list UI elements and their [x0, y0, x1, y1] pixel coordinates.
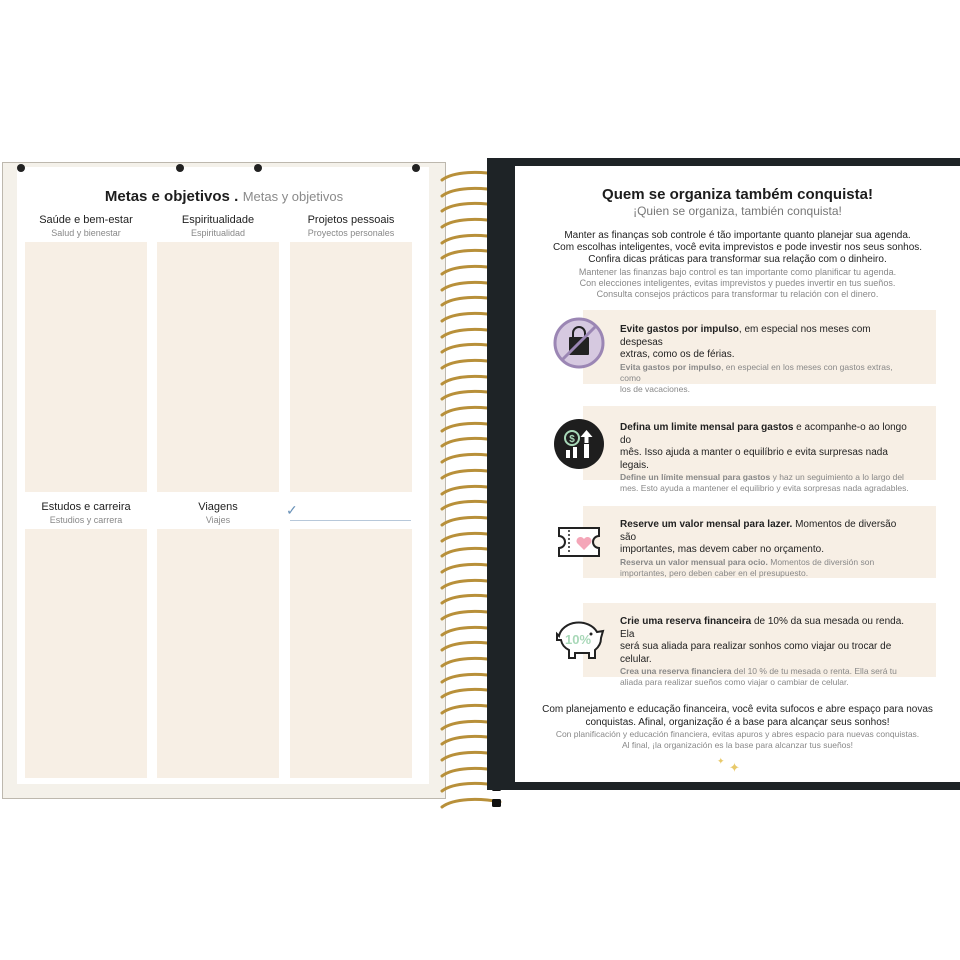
goal-box-custom[interactable] — [290, 529, 412, 778]
tip-limit — [620, 422, 910, 494]
tip-impulse — [620, 324, 910, 395]
tip-line: , em especial nos meses com despesas — [620, 324, 871, 348]
tips-title: Quem se organiza também conquista! — [602, 186, 873, 203]
tip-text-pt — [620, 616, 910, 666]
outro-line: conquistas. Afinal, organização é a base para alcançar seus sonhos! — [585, 716, 890, 728]
goal-heading-es: Espiritualidad — [190, 228, 246, 238]
tip-line-es: aliada para realizar sueños como viajar o cambiar de celular. — [620, 677, 849, 687]
spiral-coil — [440, 797, 502, 809]
outro-pt — [515, 704, 960, 729]
goal-box-studies[interactable] — [25, 529, 147, 778]
goal-heading-pt: Saúde e bem-estar — [39, 214, 133, 226]
binding-hole — [17, 164, 25, 172]
money-growth-icon — [553, 418, 605, 470]
no-shopping-bag-icon — [553, 317, 605, 369]
tip-line: e acompanhe-o ao longo do — [620, 422, 907, 446]
tip-bold-es: Crea una reserva financiera — [620, 666, 732, 676]
tip-line: extras, como os de férias. — [620, 349, 735, 360]
intro-line: Com escolhas inteligentes, você evita imprevistos e pode investir nos seus sonhos. — [552, 242, 923, 253]
outro-es — [515, 729, 960, 751]
tip-bold: Crie uma reserva financeira — [620, 616, 752, 627]
sparkle-icon: ✦ — [717, 756, 725, 766]
tip-line: importantes, mas devem caber no orçamento. — [620, 544, 824, 555]
tip-line: será sua aliada para realizar sonhos como viajar ou trocar de celular. — [620, 641, 892, 665]
goal-heading-es: Estudios y carrera — [49, 515, 123, 525]
tip-text-es — [620, 666, 910, 688]
tip-line: de 10% da sua mesada ou renda. Ela — [620, 616, 905, 640]
intro-line: Confira dicas práticas para transformar sua relação com o dinheiro. — [588, 254, 887, 265]
tip-bold-es: Define un límite mensual para gastos — [620, 472, 771, 482]
tip-bold: Evite gastos por impulso — [620, 324, 739, 335]
tip-line: Momentos de diversão são — [620, 519, 897, 543]
goal-heading-es: Viajes — [205, 515, 231, 525]
goals-title-pt: Metas e objetivos . — [104, 188, 239, 205]
binding-hole — [176, 164, 184, 172]
tip-line-es: , en especial en los meses con gastos extras, como — [620, 361, 893, 383]
tip-line-es: mes. Esto ayuda a mantener el equilibrio y evita sorpresas nada agradables. — [620, 483, 909, 493]
goal-heading-spirituality — [157, 214, 279, 238]
goal-box-health[interactable] — [25, 242, 147, 492]
tip-line-es: y haz un seguimiento a lo largo del — [770, 472, 904, 482]
sparkle-icon: ✦ — [729, 760, 740, 775]
tip-line-es: los de vacaciones. — [620, 383, 690, 394]
svg-text:$: $ — [569, 434, 575, 445]
intro-es — [515, 267, 960, 300]
goal-heading-es: Salud y bienestar — [51, 228, 121, 238]
custom-heading-line — [290, 520, 411, 521]
goal-heading-travel — [157, 501, 279, 525]
heart-ticket-icon — [553, 516, 605, 568]
piggy-bank-label: 10% — [564, 632, 592, 647]
tip-text-pt — [620, 422, 910, 472]
right-page-sheet — [515, 166, 960, 782]
check-icon: ✓ — [286, 502, 298, 518]
outro-line: Com planejamento e educação financeira, você evita sufocos e abre espaço para novas — [542, 704, 933, 715]
goals-title-es: Metas y objetivos — [242, 189, 344, 204]
tip-leisure — [620, 519, 910, 579]
goal-box-spirituality[interactable] — [157, 242, 279, 492]
tip-bold-es: Reserva un valor mensual para ocio. — [620, 556, 768, 567]
intro-line-es: Mantener las finanzas bajo control es tan importante como planificar tu agenda. — [578, 267, 897, 277]
intro-pt — [515, 230, 960, 266]
tip-line-es: Momentos de diversión son — [767, 556, 875, 567]
tip-text-es — [620, 362, 910, 395]
right-page — [487, 158, 960, 790]
binding-hole — [254, 164, 262, 172]
outro-line-es: Con planificación y educación financiera, evitas apuros y abres espacio para nuevas conquistas. — [555, 729, 920, 739]
tips-subtitle: ¡Quien se organiza, también conquista! — [633, 204, 842, 218]
binding-hole — [412, 164, 420, 172]
tip-text-es — [620, 557, 910, 579]
goal-heading-pt: Viagens — [198, 501, 238, 513]
piggy-bank-icon — [551, 612, 611, 664]
goal-heading-pt: Estudos e carreira — [41, 501, 131, 513]
goal-heading-pt: Espiritualidade — [181, 214, 255, 226]
goal-heading-projects — [290, 214, 412, 238]
tip-text-pt — [620, 324, 910, 362]
tip-line: mês. Isso ajuda a manter o equilíbrio e evita surpresas nada legais. — [620, 447, 888, 471]
goal-heading-es: Proyectos personales — [307, 228, 395, 238]
goal-heading-pt: Projetos pessoais — [307, 214, 395, 226]
tip-text-pt — [620, 519, 910, 557]
tip-bold: Reserve um valor mensal para lazer. — [620, 519, 793, 530]
goals-title — [2, 188, 446, 206]
outro-line-es: Al final, ¡la organización es la base para alcanzar tus sueños! — [621, 740, 854, 750]
intro-line: Manter as finanças sob controle é tão importante quanto planejar sua agenda. — [564, 230, 911, 241]
tip-bold-es: Evita gastos por impulso — [620, 361, 722, 372]
tip-line-es: del 10 % de tu mesada o renta. Ella será tu — [731, 666, 897, 676]
goal-heading-health — [25, 214, 147, 238]
tip-line-es: importantes, pero deben caber en el presupuesto. — [620, 567, 809, 578]
goal-box-travel[interactable] — [157, 529, 279, 778]
goal-box-projects[interactable] — [290, 242, 412, 492]
tip-reserve — [620, 616, 910, 688]
intro-line-es: Con elecciones inteligentes, evitas imprevistos y puedes invertir en tus sueños. — [579, 278, 896, 288]
tip-text-es — [620, 472, 910, 494]
tip-bold: Defina um limite mensal para gastos — [620, 422, 794, 433]
intro-line-es: Consulta consejos prácticos para transformar tu relación con el dinero. — [596, 289, 879, 299]
goal-heading-studies — [25, 501, 147, 525]
